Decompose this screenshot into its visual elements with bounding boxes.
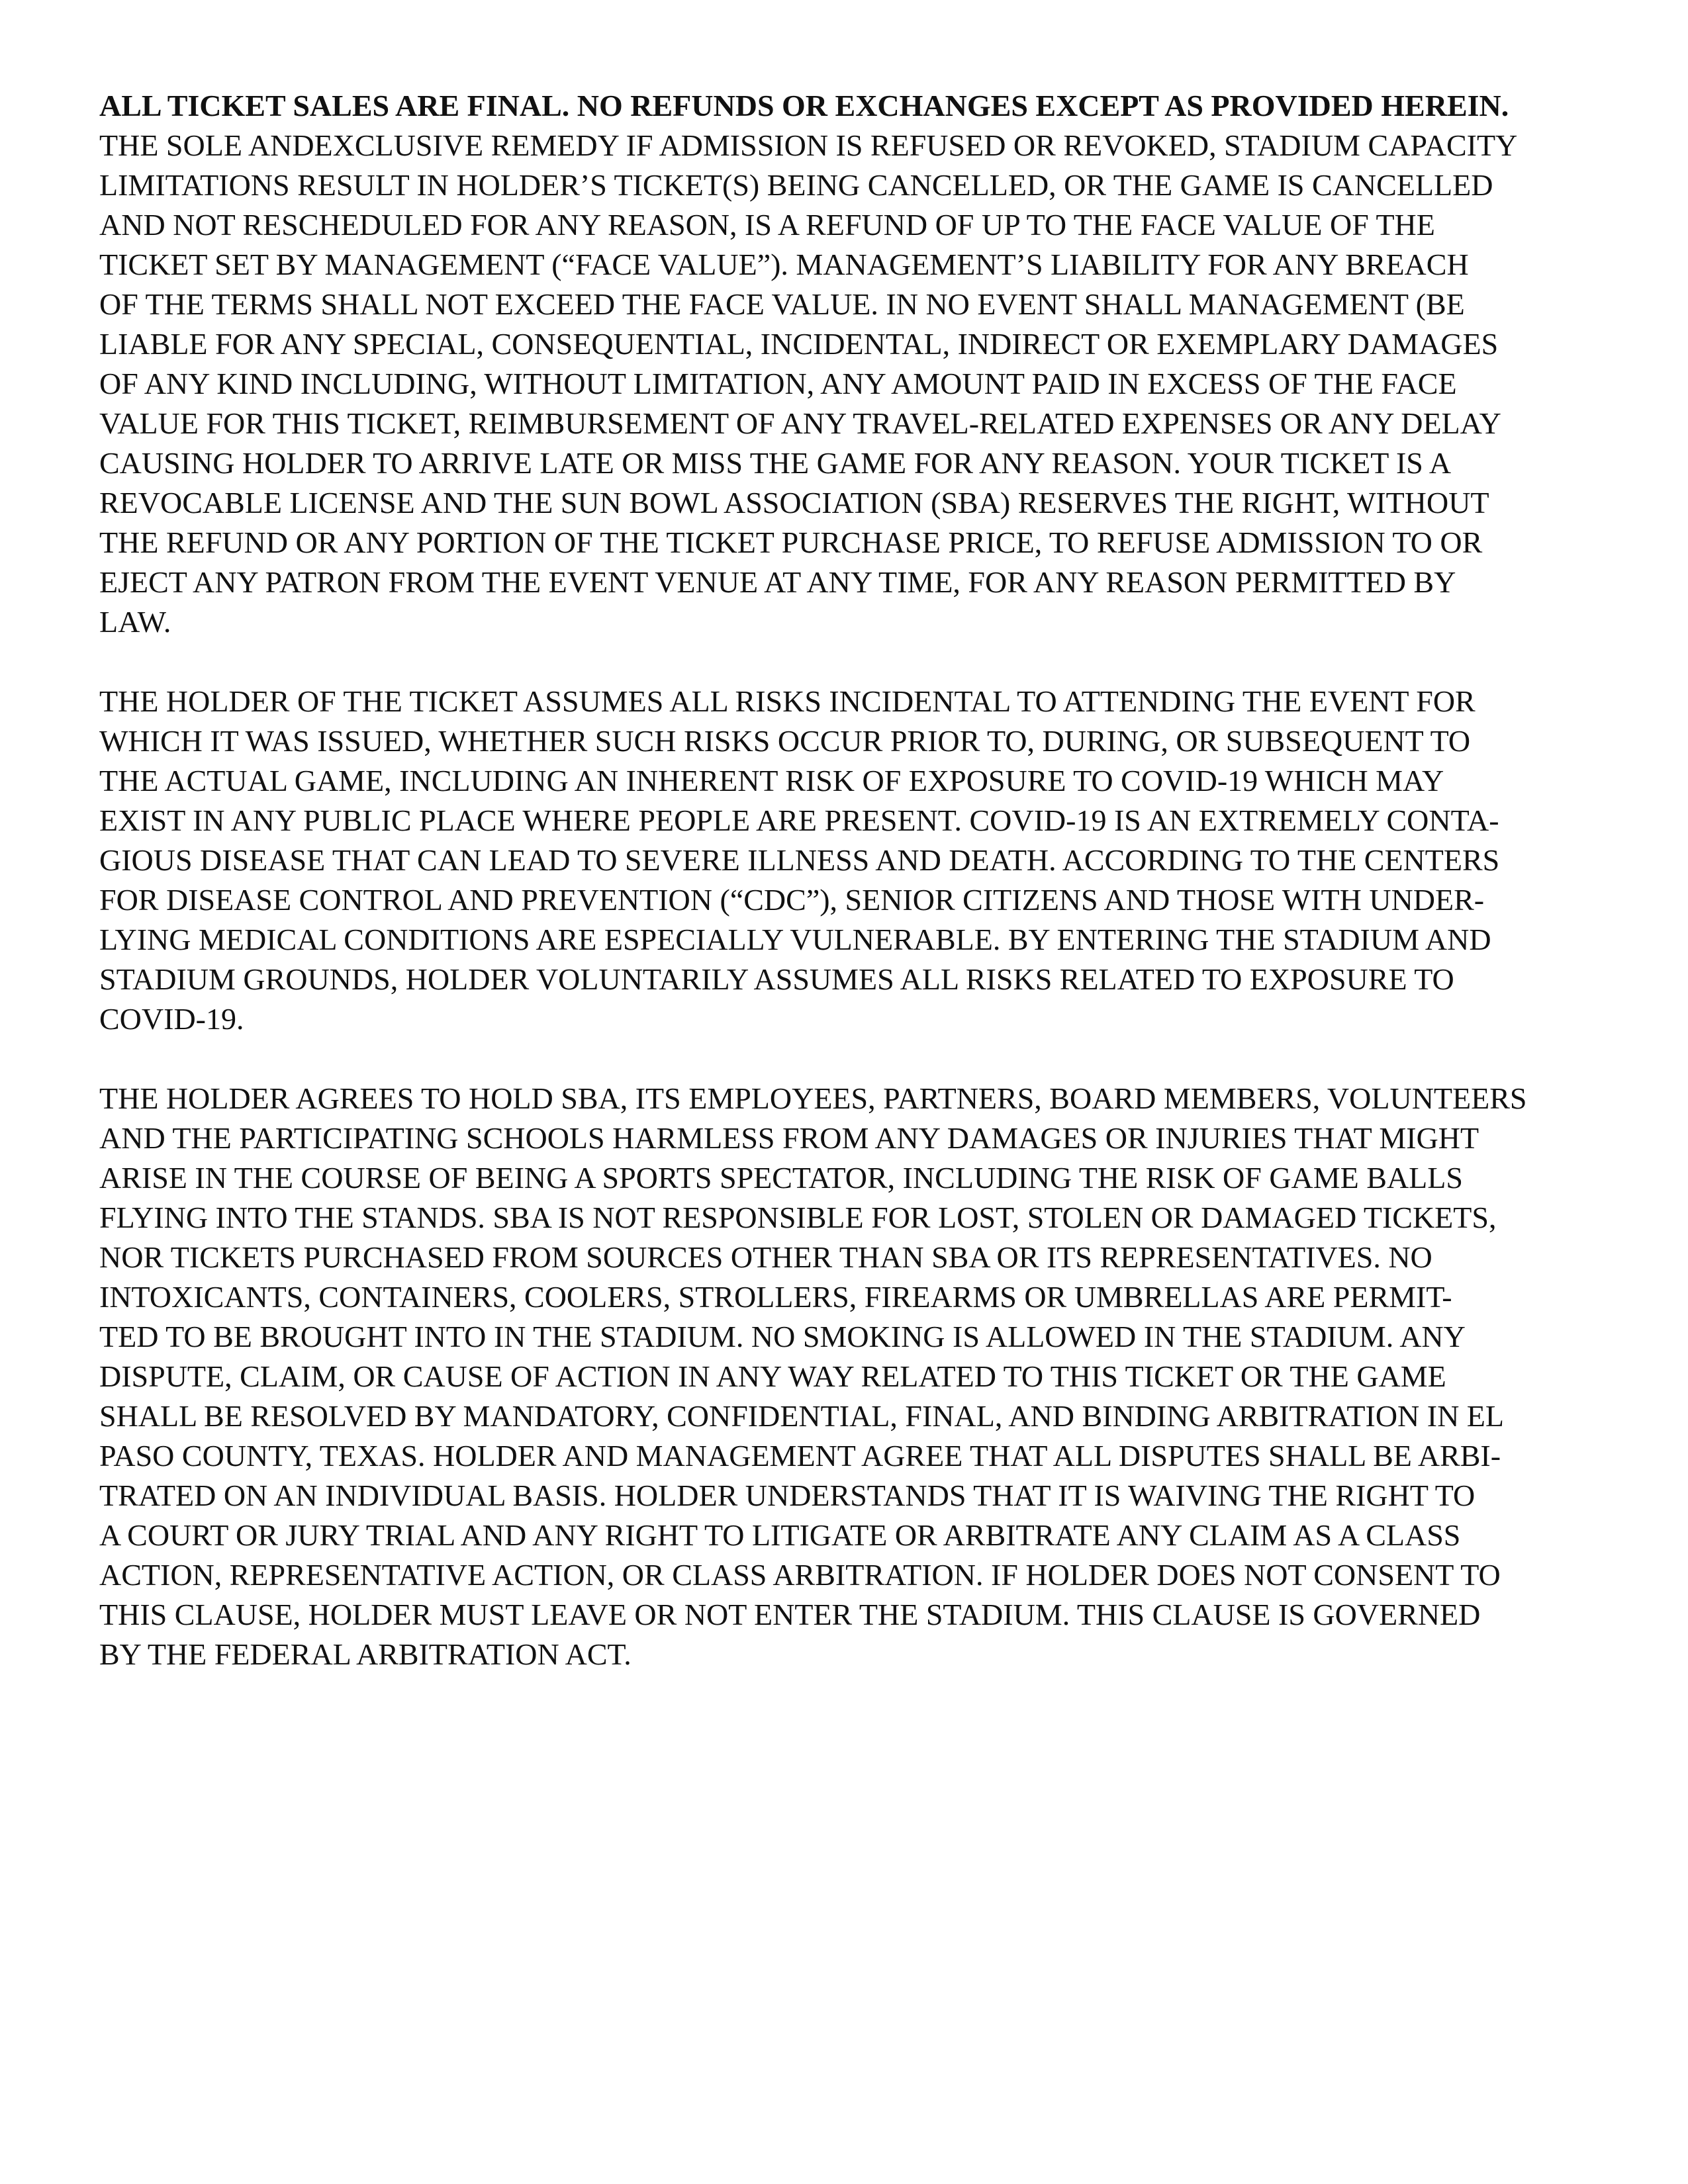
text-line: LAW. xyxy=(99,605,171,639)
text-line: INTOXICANTS, CONTAINERS, COOLERS, STROLLERS, FIREARMS OR UMBRELLAS ARE PERMIT- xyxy=(99,1280,1452,1314)
text-line: CAUSING HOLDER TO ARRIVE LATE OR MISS THE GAME FOR ANY REASON. YOUR TICKET IS A xyxy=(99,446,1452,480)
text-line: THE ACTUAL GAME, INCLUDING AN INHERENT RISK OF EXPOSURE TO COVID-19 WHICH MAY xyxy=(99,764,1444,797)
text-line: A COURT OR JURY TRIAL AND ANY RIGHT TO LITIGATE OR ARBITRATE ANY CLAIM AS A CLASS xyxy=(99,1518,1461,1552)
text-line: ARISE IN THE COURSE OF BEING A SPORTS SPECTATOR, INCLUDING THE RISK OF GAME BALLS xyxy=(99,1161,1463,1195)
text-line: THE HOLDER AGREES TO HOLD SBA, ITS EMPLOYEES, PARTNERS, BOARD MEMBERS, VOLUNTEERS xyxy=(99,1081,1527,1115)
text-line: THE SOLE ANDEXCLUSIVE REMEDY IF ADMISSION IS REFUSED OR REVOKED, STADIUM CAPACITY xyxy=(99,128,1518,162)
text-line: DISPUTE, CLAIM, OR CAUSE OF ACTION IN ANY WAY RELATED TO THIS TICKET OR THE GAME xyxy=(99,1359,1446,1393)
text-line: AND THE PARTICIPATING SCHOOLS HARMLESS FROM ANY DAMAGES OR INJURIES THAT MIGHT xyxy=(99,1121,1479,1155)
text-line: TED TO BE BROUGHT INTO IN THE STADIUM. NO SMOKING IS ALLOWED IN THE STADIUM. ANY xyxy=(99,1320,1466,1353)
paragraph-refund-policy xyxy=(99,86,1615,642)
text-line: LIABLE FOR ANY SPECIAL, CONSEQUENTIAL, INCIDENTAL, INDIRECT OR EXEMPLARY DAMAGES xyxy=(99,327,1499,361)
refund-policy-heading: ALL TICKET SALES ARE FINAL. NO REFUNDS OR EXCHANGES EXCEPT AS PROVIDED HEREIN. xyxy=(99,89,1509,122)
text-line: WHICH IT WAS ISSUED, WHETHER SUCH RISKS OCCUR PRIOR TO, DURING, OR SUBSEQUENT TO xyxy=(99,724,1471,758)
text-line: THE HOLDER OF THE TICKET ASSUMES ALL RISKS INCIDENTAL TO ATTENDING THE EVENT FOR xyxy=(99,684,1476,718)
text-line: LIMITATIONS RESULT IN HOLDER’S TICKET(S) BEING CANCELLED, OR THE GAME IS CANCELLED xyxy=(99,168,1493,202)
text-line: THIS CLAUSE, HOLDER MUST LEAVE OR NOT ENTER THE STADIUM. THIS CLAUSE IS GOVERNED xyxy=(99,1598,1481,1631)
text-line: OF THE TERMS SHALL NOT EXCEED THE FACE VALUE. IN NO EVENT SHALL MANAGEMENT (BE xyxy=(99,287,1465,321)
text-line: TICKET SET BY MANAGEMENT (“FACE VALUE”). MANAGEMENT’S LIABILITY FOR ANY BREACH xyxy=(99,248,1469,281)
text-line: VALUE FOR THIS TICKET, REIMBURSEMENT OF ANY TRAVEL-RELATED EXPENSES OR ANY DELAY xyxy=(99,406,1501,440)
text-line: GIOUS DISEASE THAT CAN LEAD TO SEVERE ILLNESS AND DEATH. ACCORDING TO THE CENTERS xyxy=(99,843,1500,877)
text-line: LYING MEDICAL CONDITIONS ARE ESPECIALLY VULNERABLE. BY ENTERING THE STADIUM AND xyxy=(99,923,1491,956)
text-line: STADIUM GROUNDS, HOLDER VOLUNTARILY ASSUMES ALL RISKS RELATED TO EXPOSURE TO xyxy=(99,962,1454,996)
text-line: FOR DISEASE CONTROL AND PREVENTION (“CDC”), SENIOR CITIZENS AND THOSE WITH UNDER- xyxy=(99,883,1485,917)
text-line: COVID-19. xyxy=(99,1002,244,1036)
text-line: AND NOT RESCHEDULED FOR ANY REASON, IS A REFUND OF UP TO THE FACE VALUE OF THE xyxy=(99,208,1435,242)
ticket-terms-page xyxy=(99,86,1615,1714)
text-line: THE REFUND OR ANY PORTION OF THE TICKET PURCHASE PRICE, TO REFUSE ADMISSION TO OR xyxy=(99,525,1483,559)
paragraph-liability-and-arbitration xyxy=(99,1079,1615,1674)
paragraph-assumption-of-risk xyxy=(99,682,1615,1039)
text-line: TRATED ON AN INDIVIDUAL BASIS. HOLDER UNDERSTANDS THAT IT IS WAIVING THE RIGHT TO xyxy=(99,1479,1476,1512)
text-line: BY THE FEDERAL ARBITRATION ACT. xyxy=(99,1637,632,1671)
text-line: FLYING INTO THE STANDS. SBA IS NOT RESPONSIBLE FOR LOST, STOLEN OR DAMAGED TICKETS, xyxy=(99,1201,1497,1234)
text-line: EXIST IN ANY PUBLIC PLACE WHERE PEOPLE ARE PRESENT. COVID-19 IS AN EXTREMELY CONTA- xyxy=(99,803,1499,837)
text-line: EJECT ANY PATRON FROM THE EVENT VENUE AT ANY TIME, FOR ANY REASON PERMITTED BY xyxy=(99,565,1456,599)
text-line: PASO COUNTY, TEXAS. HOLDER AND MANAGEMENT AGREE THAT ALL DISPUTES SHALL BE ARBI- xyxy=(99,1439,1501,1473)
text-line: REVOCABLE LICENSE AND THE SUN BOWL ASSOCIATION (SBA) RESERVES THE RIGHT, WITHOUT xyxy=(99,486,1489,520)
text-line: SHALL BE RESOLVED BY MANDATORY, CONFIDENTIAL, FINAL, AND BINDING ARBITRATION IN EL xyxy=(99,1399,1504,1433)
text-line: NOR TICKETS PURCHASED FROM SOURCES OTHER THAN SBA OR ITS REPRESENTATIVES. NO xyxy=(99,1240,1432,1274)
text-line: OF ANY KIND INCLUDING, WITHOUT LIMITATION, ANY AMOUNT PAID IN EXCESS OF THE FACE xyxy=(99,367,1457,400)
text-line: ACTION, REPRESENTATIVE ACTION, OR CLASS ARBITRATION. IF HOLDER DOES NOT CONSENT TO xyxy=(99,1558,1501,1592)
